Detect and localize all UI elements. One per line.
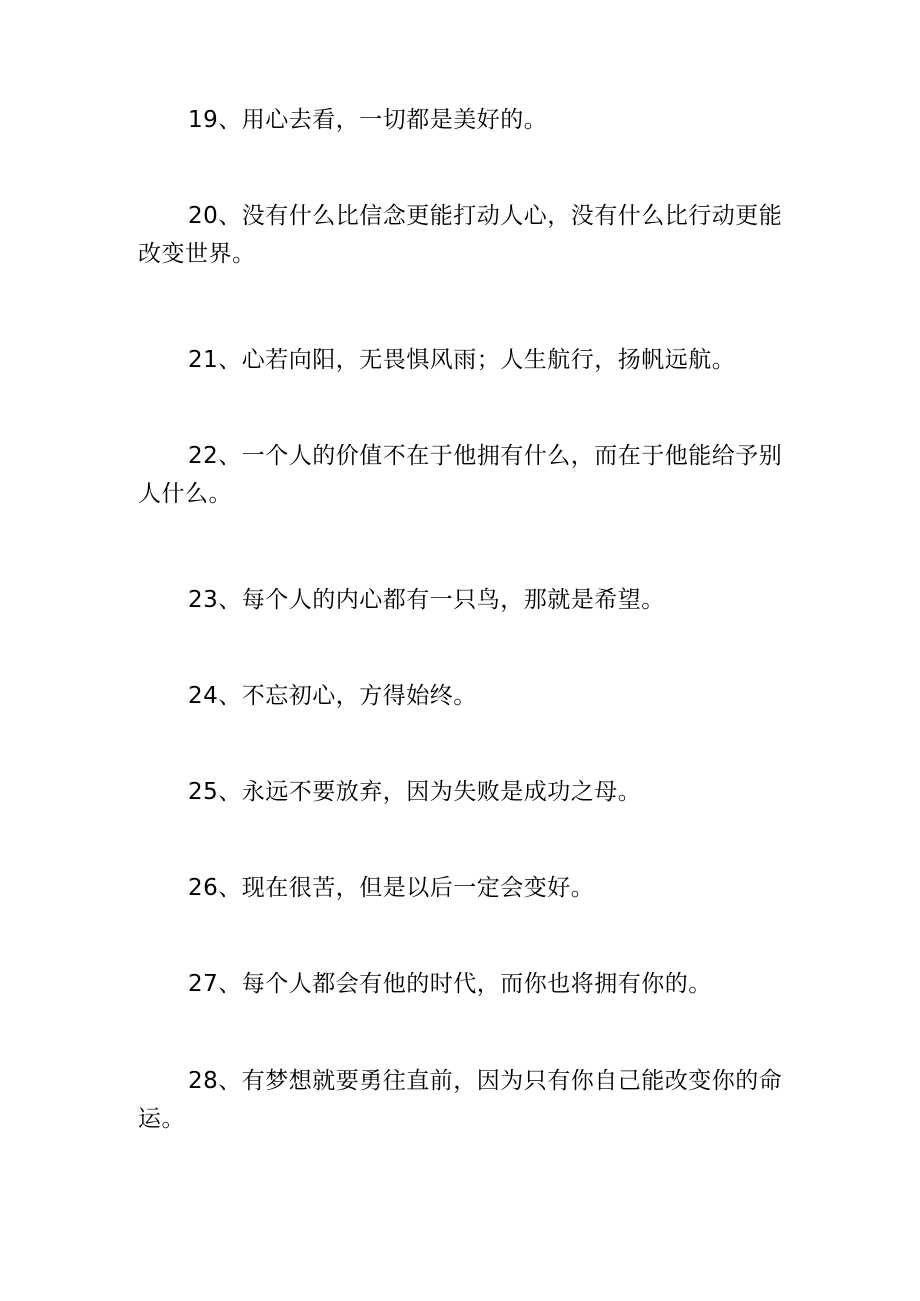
quote-paragraph-28: 28、有梦想就要勇往直前，因为只有你自己能改变你的命运。 [138,1068,783,1132]
quote-paragraph-24: 24、不忘初心，方得始终。 [188,683,477,709]
quote-paragraph-26: 26、现在很苦，但是以后一定会变好。 [188,875,595,901]
quote-paragraph-25: 25、永远不要放弃，因为失败是成功之母。 [188,779,642,805]
quote-paragraph-21: 21、心若向阳，无畏惧风雨；人生航行，扬帆远航。 [188,347,736,373]
quote-paragraph-19: 19、用心去看，一切都是美好的。 [188,107,548,133]
quote-paragraph-20: 20、没有什么比信念更能打动人心，没有什么比行动更能改变世界。 [138,203,783,267]
quote-paragraph-23: 23、每个人的内心都有一只鸟，那就是希望。 [188,587,665,613]
quote-paragraph-27: 27、每个人都会有他的时代，而你也将拥有你的。 [188,971,712,997]
quote-paragraph-22: 22、一个人的价值不在于他拥有什么，而在于他能给予别人什么。 [138,443,783,507]
